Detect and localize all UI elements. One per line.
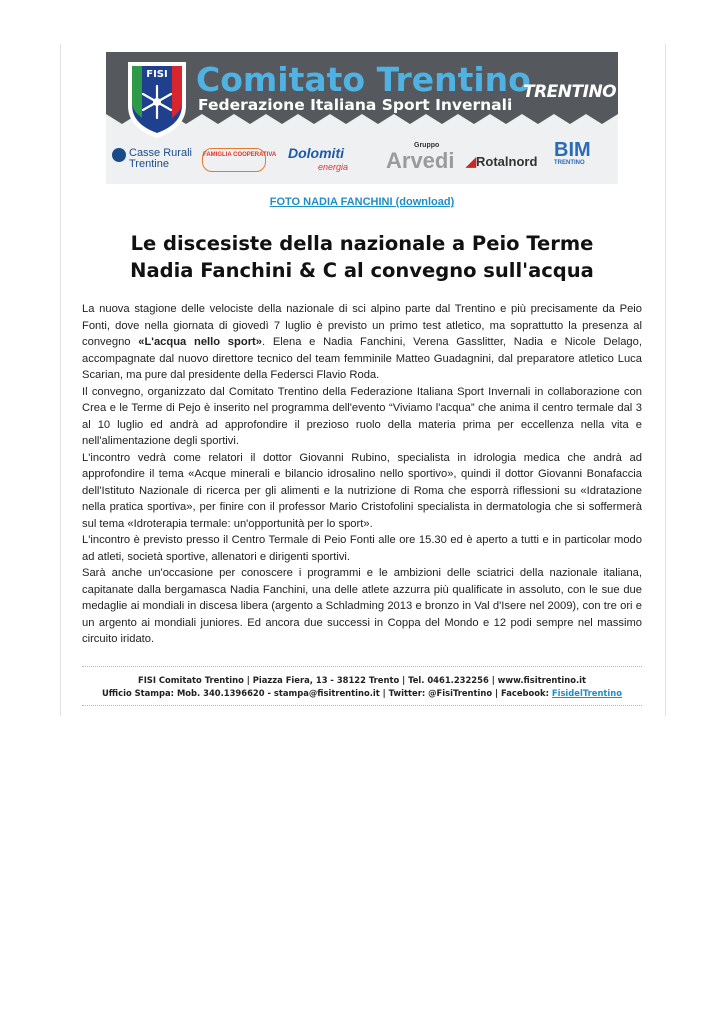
sponsor-bim-logo bbox=[554, 140, 591, 167]
paragraph-1-text-b: . Elena e Nadia Fanchini, Verena Gasslitter, Nadia e Nicole Delago, accompagnate dal nuovo direttore tecnico del team femminile Matteo Guadagnini, dal preparatore atletico Luca Scarian, ma pure dal presidente della Federsci Flavio Roda. bbox=[82, 336, 642, 381]
footer-top-divider bbox=[82, 666, 642, 667]
casse-rurali-line1: Casse Rurali bbox=[129, 147, 192, 159]
headline-line-2: Nadia Fanchini & C al convegno sull'acqua bbox=[130, 259, 594, 282]
article-headline bbox=[0, 230, 724, 284]
bim-sub-text: TRENTINO bbox=[554, 160, 585, 166]
banner-subtitle: Federazione Italiana Sport Invernali bbox=[198, 96, 513, 114]
banner-title: Comitato Trentino bbox=[196, 60, 531, 99]
facebook-link[interactable]: FisidelTrentino bbox=[551, 688, 623, 698]
bim-text: BIM bbox=[554, 139, 591, 161]
sponsor-famiglia-cooperativa-logo bbox=[202, 148, 277, 172]
casse-rurali-line2: Trentine bbox=[129, 158, 169, 170]
arvedi-group-text: Gruppo bbox=[414, 142, 440, 149]
sponsor-casse-rurali-logo bbox=[112, 148, 192, 170]
sponsor-rotalnord-logo bbox=[466, 154, 537, 170]
event-title: «L'acqua nello sport» bbox=[138, 336, 263, 348]
dolomiti-text: Dolomiti bbox=[288, 145, 344, 161]
article-paragraph-5: Sarà anche un'occasione per conoscere i programmi e le ambizioni delle sciatrici della nazionale italiana, capitanate dalla bergamasca Nadia Fanchini, una delle atlete azzurra più qualificate in assoluto, con le sue due medaglie ai mondiali in discesa libera (argento a Schladming 2013 e bronzo in Val d'Isere nel 2009), con tre ori e un argento ai mondiali juniores. Ed ancora due successi in Coppa del Mondo e 12 podi sempre nel massimo circuito iridato. bbox=[82, 567, 642, 645]
paragraph-1-text-a: La nuova stagione delle velociste della nazionale di sci alpino parte dal Trentino e più precisamente da Peio Fonti, dove nella giornata di giovedì 7 luglio è previsto un primo test atletico, ma soprattutto la presenza al convegno bbox=[82, 303, 642, 348]
article-body bbox=[82, 301, 642, 648]
sponsor-arvedi-logo bbox=[386, 142, 454, 172]
article-paragraph-1 bbox=[82, 301, 642, 384]
article-paragraph-3: L'incontro vedrà come relatori il dottor Giovanni Rubino, specialista in idrologia medica che andrà ad approfondire il tema «Acque minerali e bilancio idrosalino nello sportivo», quindi il dottor Giovanni Bonafaccia dell'Istituto Nazionale di ricerca per gli alimenti e la nutrizione di Roma che esporrà riflessioni su «Idratazione nella pratica sportiva», per finire con il professor Mario Cristofolini specialista in dermatologia che si soffermerà sul tema «Idroterapia termale: un'opportunità per lo sport». bbox=[82, 451, 642, 530]
headline-line-1: Le discesiste della nazionale a Peio Terme bbox=[130, 232, 594, 255]
arvedi-text: Arvedi bbox=[386, 148, 455, 173]
footer-line-1: FISI Comitato Trentino | Piazza Fiera, 13 - 38122 Trento | Tel. 0461.232256 | www.fisitrentino.it bbox=[137, 675, 587, 685]
sponsor-dolomiti-energia-logo bbox=[288, 146, 348, 174]
header-banner bbox=[106, 52, 618, 184]
dolomiti-sub-text: energia bbox=[318, 162, 349, 172]
footer-bottom-divider bbox=[82, 705, 642, 706]
article-paragraph-4: L'incontro è previsto presso il Centro Termale di Peio Fonti alle ore 15.30 ed è aperto a tutti e in particolar modo ad atleti, società sportive, allenatori e dirigenti sportivi. bbox=[82, 534, 642, 563]
article-paragraph-2: Il convegno, organizzato dal Comitato Trentino della Federazione Italiana Sport Invernali in collaborazione con Crea e le Terme di Pejo è inserito nel programma dell'evento “Viviamo l'acqua” che anima il centro termale dal 3 al 10 luglio ed andrà ad approfondire il prezioso ruolo della materia prima per eccellenza nella vita e nell'alimentazione degli sportivi. bbox=[82, 385, 642, 447]
rotalnord-mark-icon: ◢ bbox=[466, 154, 476, 169]
fisi-shield-logo-icon bbox=[120, 56, 194, 140]
casse-rurali-mark-icon bbox=[112, 148, 126, 162]
footer-line-2 bbox=[0, 688, 724, 698]
famiglia-cooperativa-text: FAMIGLIA COOPERATIVA bbox=[203, 152, 277, 158]
fisi-logo-text: FISI bbox=[146, 69, 168, 80]
trentino-logo: TRENTINO bbox=[523, 82, 617, 102]
footer-contacts: Ufficio Stampa: Mob. 340.1396620 - stampa@fisitrentino.it | Twitter: @FisiTrentino | Facebook: bbox=[101, 688, 552, 698]
photo-download-link[interactable]: FOTO NADIA FANCHINI (download) bbox=[269, 196, 455, 208]
rotalnord-text: Rotalnord bbox=[476, 154, 538, 169]
